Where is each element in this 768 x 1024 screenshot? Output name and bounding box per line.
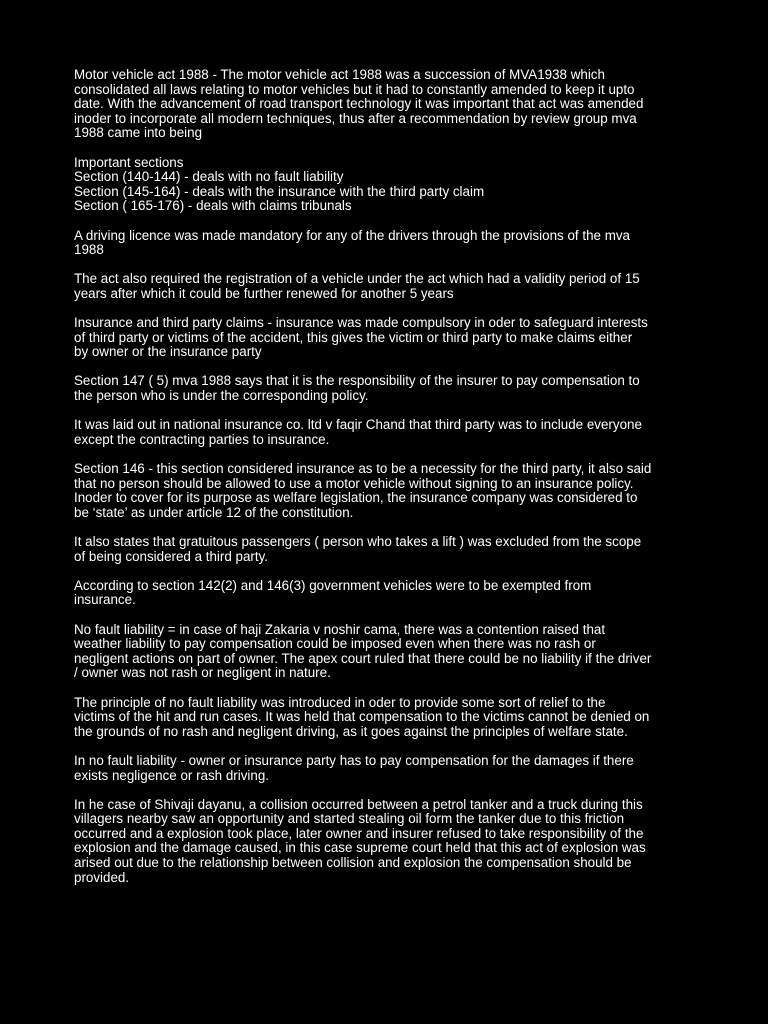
text-line: No fault liability = in case of haji Zakaria v noshir cama, there was a contention raised that <box>74 621 606 637</box>
text-line: Section (140-144) - deals with no fault liability <box>74 169 344 185</box>
text-line: Motor vehicle act 1988 - The motor vehicle act 1988 was a succession of MVA1938 which <box>74 67 605 82</box>
paragraph <box>74 316 704 360</box>
text-line: explosion and the damage caused, in this case supreme court held that this act of explosion was <box>74 840 646 856</box>
text-line: A driving licence was made mandatory for any of the drivers through the provisions of the mva <box>74 227 630 243</box>
text-line: victims of the hit and run cases. It was held that compensation to the victims cannot be denied on <box>74 709 650 725</box>
text-line: consolidated all laws relating to motor vehicles but it had to constantly amended to keep it upto <box>74 81 635 97</box>
text-line: Section 147 ( 5) mva 1988 says that it is the responsibility of the insurer to pay compensation to <box>74 373 640 389</box>
paragraph <box>74 462 704 520</box>
text-line: In no fault liability - owner or insurance party has to pay compensation for the damages if there <box>74 752 634 768</box>
text-line: of third party or victims of the accident, this gives the victim or third party to make claims either <box>74 329 633 345</box>
text-line: that no person should be allowed to use a motor vehicle without signing to an insurance policy. <box>74 475 634 491</box>
text-line: negligent actions on part of owner. The apex court ruled that there could be no liability if the driver <box>74 650 652 666</box>
text-line: the grounds of no rash and negligent driving, as it goes against the principles of welfare state. <box>74 723 628 739</box>
paragraph <box>74 374 704 403</box>
paragraph <box>74 623 704 681</box>
text-line: insurance. <box>74 592 136 608</box>
text-line: occurred and a explosion took place, later owner and insurer refused to take responsibility of the <box>74 825 644 841</box>
text-line: Section ( 165-176) - deals with claims tribunals <box>74 198 352 214</box>
text-line: the person who is under the corresponding policy. <box>74 388 369 404</box>
text-line: The principle of no fault liability was introduced in oder to provide some sort of relief to the <box>74 694 606 710</box>
text-line: Section (145-164) - deals with the insurance with the third party claim <box>74 183 485 199</box>
text-line: According to section 142(2) and 146(3) government vehicles were to be exempted from <box>74 577 592 593</box>
text-line: by owner or the insurance party <box>74 344 262 360</box>
text-line: be ‘state’ as under article 12 of the constitution. <box>74 504 354 520</box>
paragraph <box>74 156 704 214</box>
paragraph <box>74 696 704 740</box>
text-line: weather liability to pay compensation could be imposed even when there was no rash or <box>74 636 596 652</box>
text-line: / owner was not rash or negligent in nature. <box>74 665 331 681</box>
text-line: provided. <box>74 869 130 885</box>
text-line: arised out due to the relationship between collision and explosion the compensation should be <box>74 855 632 871</box>
text-line: Important sections <box>74 154 184 170</box>
text-line: of being considered a third party. <box>74 548 269 564</box>
text-line: years after which it could be further renewed for another 5 years <box>74 285 454 301</box>
paragraph <box>74 798 704 886</box>
text-line: villagers nearby saw an opportunity and started stealing oil form the tanker due to this friction <box>74 811 625 827</box>
paragraph <box>74 535 704 564</box>
paragraph <box>74 229 704 258</box>
paragraph <box>74 272 704 301</box>
text-line: Insurance and third party claims - insurance was made compulsory in oder to safeguard interests <box>74 315 648 331</box>
text-line: Inoder to cover for its purpose as welfare legislation, the insurance company was considered to <box>74 490 638 506</box>
paragraph <box>74 579 704 608</box>
text-line: inoder to incorporate all modern techniques, thus after a recommendation by review group mva <box>74 110 637 126</box>
text-line: The act also required the registration of a vehicle under the act which had a validity period of 15 <box>74 271 640 287</box>
text-line: It was laid out in national insurance co. ltd v faqir Chand that third party was to include everyone <box>74 417 642 433</box>
paragraph <box>74 68 704 141</box>
text-line: It also states that gratuitous passengers ( person who takes a lift ) was excluded from the scope <box>74 534 642 549</box>
text-line: Section 146 - this section considered insurance as to be a necessity for the third party, it also said <box>74 461 652 477</box>
text-line: In he case of Shivaji dayanu, a collision occurred between a petrol tanker and a truck during this <box>74 796 643 812</box>
text-line: 1988 <box>74 242 104 258</box>
document-page <box>74 68 704 900</box>
text-line: date. With the advancement of road transport technology it was important that act was amended <box>74 96 644 112</box>
text-line: 1988 came into being <box>74 125 203 141</box>
text-line: exists negligence or rash driving. <box>74 767 270 783</box>
paragraph <box>74 418 704 447</box>
paragraph <box>74 754 704 783</box>
text-line: except the contracting parties to insurance. <box>74 431 330 447</box>
